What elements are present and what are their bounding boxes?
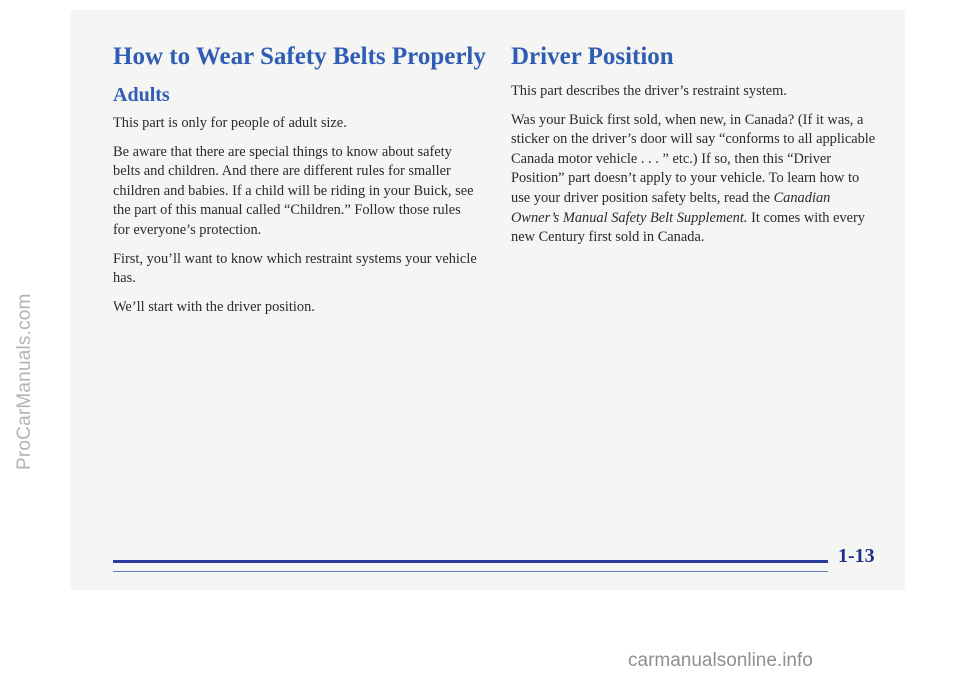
- paragraph-driver-start: We’ll start with the driver position.: [113, 298, 315, 315]
- side-watermark: ProCarManuals.com: [14, 293, 35, 470]
- right-column: [511, 40, 881, 257]
- canada-note-text: Was your Buick first sold, when new, in Canada? (If it was, a sticker on the driver’s door will say “conforms to all applicable Canada motor vehicle . . . ” etc.) If so, then this “Driver Position” part doesn’t apply to your vehicle. To learn how to use your driver position safety belts, read the: [511, 111, 876, 206]
- paragraph-children-rules: Be aware that there are special things to know about safety belts and children. And there are different rules for smaller children and babies. If a child will be riding in your Buick, see the part of this manual called “Children.” Follow those rules for everyone’s protection.: [113, 143, 474, 238]
- bottom-watermark: carmanualsonline.info: [628, 650, 813, 671]
- footer-rule-thin: [113, 571, 828, 572]
- canada-note-text-end: It comes with every new Century first sold in Canada.: [511, 209, 865, 246]
- paragraph-canada-note: [511, 111, 881, 248]
- paragraph-restraint-systems: First, you’ll want to know which restraint systems your vehicle has.: [113, 250, 477, 287]
- left-column: [113, 40, 486, 326]
- subsection-title-adults: Adults: [113, 84, 170, 106]
- footer-rule: [113, 560, 883, 578]
- paragraph-driver-restraint: This part describes the driver’s restraint system.: [511, 83, 787, 99]
- section-title-driver-position: Driver Position: [511, 43, 674, 70]
- canadian-supplement-title: Canadian Owner’s Manual Safety Belt Supplement.: [511, 189, 831, 226]
- page-number: 1-13: [838, 545, 875, 567]
- footer-rule-thick: [113, 560, 828, 563]
- paragraph-adult-size: This part is only for people of adult size.: [113, 115, 347, 131]
- section-title-safety-belts: How to Wear Safety Belts Properly: [113, 43, 486, 70]
